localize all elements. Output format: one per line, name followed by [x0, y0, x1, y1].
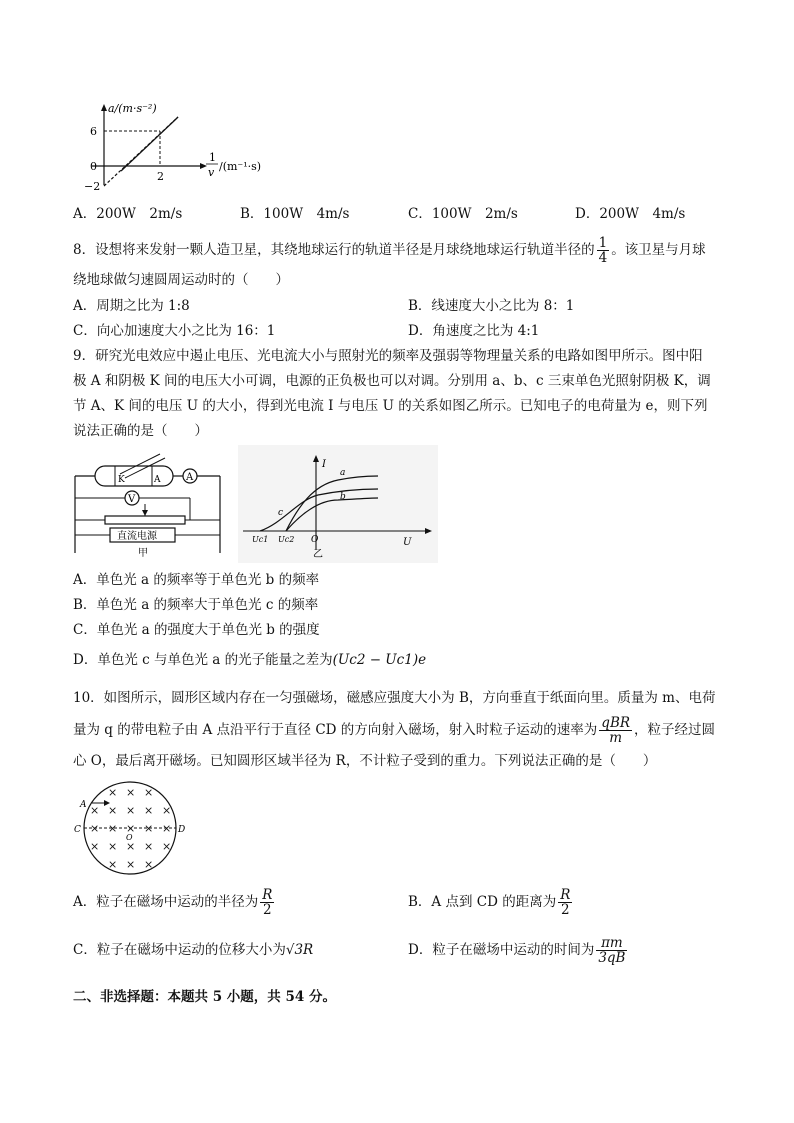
q7-option-a[interactable]: A．200W 2m/s: [73, 206, 183, 222]
tick-y0: 0: [90, 160, 97, 173]
svg-text:×: ×: [90, 840, 100, 853]
q10-speed-fraction: $\frac{\text{qBR}}{m}$: [601, 715, 631, 746]
q7-option-b[interactable]: B．100W 4m/s: [240, 206, 350, 222]
q8-option-b[interactable]: B．线速度大小之比为 8：1: [408, 298, 575, 314]
u-axis-label: U: [403, 537, 412, 548]
tick-y6: 6: [90, 125, 97, 138]
svg-text:×: ×: [144, 858, 154, 871]
svg-text:×: ×: [108, 840, 118, 853]
q8-fraction: $\frac{1}{4}$: [598, 235, 608, 266]
y-axis-label: a/(m·s⁻²): [108, 102, 157, 115]
tick-yneg2: −2: [84, 180, 101, 193]
q9-stem-line3: 节 A、K 间的电压 U 的大小，得到光电流 I 与电压 U 的关系如图乙所示。已知电子的电荷量为 e，则下列: [73, 398, 708, 414]
svg-text:×: ×: [162, 822, 172, 835]
svg-text:×: ×: [162, 840, 172, 853]
point-a-label: A: [80, 800, 87, 810]
svg-text:×: ×: [90, 822, 100, 835]
svg-text:×: ×: [126, 786, 136, 799]
q9-option-b[interactable]: B．单色光 a 的频率大于单色光 c 的频率: [73, 597, 319, 613]
q7-option-d[interactable]: D．200W 4m/s: [575, 206, 686, 222]
phototube: [95, 466, 173, 486]
curve-b-label: b: [340, 492, 346, 502]
acceleration-graph-svg: [78, 100, 288, 195]
x-axis-label-den: v: [208, 166, 215, 179]
q9-option-a[interactable]: A．单色光 a 的频率等于单色光 b 的频率: [73, 572, 320, 588]
q8-option-a[interactable]: A．周期之比为 1:8: [73, 298, 190, 314]
q10-stem-line3: 心 O，最后离开磁场。已知圆形区域半径为 R，不计粒子受到的重力。下列说法正确的是（ ）: [73, 753, 657, 769]
svg-text:×: ×: [108, 822, 118, 835]
svg-text:×: ×: [108, 786, 118, 799]
svg-text:×: ×: [144, 786, 154, 799]
svg-text:×: ×: [108, 804, 118, 817]
point-c-label: C: [74, 825, 81, 835]
sqrt-formula: √3R: [285, 942, 314, 958]
anode-label: A: [154, 475, 161, 485]
svg-text:×: ×: [144, 822, 154, 835]
i-axis-label: I: [322, 459, 326, 470]
q7-option-c[interactable]: C．100W 2m/s: [408, 206, 518, 222]
section-2-heading: 二、非选择题：本题共 5 小题，共 54 分。: [73, 989, 336, 1005]
svg-text:×: ×: [162, 804, 172, 817]
q9-option-c[interactable]: C．单色光 a 的强度大于单色光 b 的强度: [73, 622, 320, 638]
svg-text:×: ×: [144, 840, 154, 853]
x-axis-label-unit: /(m⁻¹·s): [219, 160, 262, 173]
ammeter-label: A: [186, 472, 194, 483]
point-d-label: D: [178, 825, 186, 835]
cathode-label: K: [118, 475, 125, 485]
q10-option-a[interactable]: A．粒子在磁场中运动的半径为 $\frac{R}{2}$: [73, 887, 273, 918]
svg-text:×: ×: [126, 858, 136, 871]
circuit-diagram: [70, 448, 240, 563]
q8-stem-prefix: 8．设想将来发射一颗人造卫星，其绕地球运行的轨道半径是月球绕地球运行轨道半径的: [73, 242, 595, 258]
x-axis-arrow: [200, 163, 207, 169]
q10-option-b[interactable]: B．A 点到 CD 的距离为 $\frac{R}{2}$: [408, 887, 571, 918]
magnetic-field-diagram: [70, 780, 190, 880]
q8-stem-suffix: 。该卫星与月球: [611, 242, 706, 258]
curve-a-label: a: [340, 468, 346, 478]
q9-option-d-formula: (Uc2 − Uc1)e: [332, 652, 427, 668]
svg-text:×: ×: [108, 858, 118, 871]
curve-c-label: c: [278, 508, 284, 518]
data-line: [121, 120, 175, 171]
q10-option-d[interactable]: D．粒子在磁场中运动的时间为 $\frac{\pi m}{3qB}$: [408, 935, 626, 966]
q10-stem-line1: 10．如图所示，圆形区域内存在一匀强磁场，磁感应强度大小为 B，方向垂直于纸面向里。质量为 m、电荷: [73, 690, 716, 706]
svg-text:×: ×: [126, 840, 136, 853]
svg-text:×: ×: [144, 804, 154, 817]
q8-option-d[interactable]: D．角速度之比为 4:1: [408, 323, 540, 339]
rheostat-icon: [105, 516, 185, 524]
uc2-label: Uc2: [278, 535, 295, 544]
origin-label: O: [311, 535, 319, 545]
circuit-caption: 甲: [138, 548, 148, 559]
q9-stem-line4: 说法正确的是（ ）: [73, 423, 208, 439]
y-axis-arrow: [101, 104, 107, 111]
q10-option-c[interactable]: C．粒子在磁场中运动的位移大小为√3R: [73, 942, 314, 958]
q9-stem-line1: 9．研究光电效应中遏止电压、光电流大小与照射光的频率及强弱等物理量关系的电路如图甲所示。图中阳: [73, 348, 703, 364]
svg-text:×: ×: [126, 804, 136, 817]
x-axis-label-num: 1: [209, 151, 216, 164]
q9-stem-line2: 极 A 和阴极 K 间的电压大小可调，电源的正负极也可以对调。分别用 a、b、c 三束单色光照射阴极 K，调: [73, 373, 711, 389]
iv-graph-caption: 乙: [313, 549, 323, 560]
q8-stem-line2: 绕地球做匀速圆周运动时的（ ）: [73, 272, 289, 288]
svg-text:×: ×: [126, 822, 136, 835]
iv-graph: [238, 445, 438, 563]
dc-source-label: 直流电源: [117, 531, 157, 542]
tick-x2: 2: [157, 170, 164, 183]
q8-option-c[interactable]: C．向心加速度大小之比为 16：1: [73, 323, 276, 339]
q8-stem-line1: [73, 236, 706, 265]
svg-text:×: ×: [90, 804, 100, 817]
q10-stem-line2: 量为 q 的带电粒子由 A 点沿平行于直径 CD 的方向射入磁场，射入时粒子运动的速率为 $\frac{\text{qBR}}{m}$ ，粒子经过圆: [73, 715, 716, 746]
acceleration-graph: [78, 100, 288, 195]
uc1-label: Uc1: [252, 535, 269, 544]
voltmeter-label: V: [128, 494, 136, 505]
q9-option-d[interactable]: D．单色光 c 与单色光 a 的光子能量之差为(Uc2 − Uc1)e: [73, 652, 427, 668]
center-o-label: O: [126, 833, 133, 842]
